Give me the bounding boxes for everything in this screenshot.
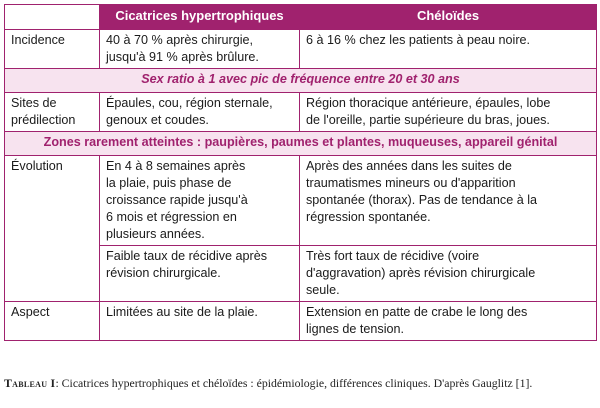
row-aspect	[5, 302, 597, 341]
row-label-sites	[5, 93, 100, 132]
cell-evolution-keloid	[300, 156, 597, 246]
rare-zones-band: Zones rarement atteintes : paupières, paumes et plantes, muqueuses, appareil génital	[5, 132, 597, 156]
text-line: jusqu'à 91 % après brûlure.	[106, 50, 259, 64]
text-line: la plaie, puis phase de	[106, 176, 232, 190]
text-line: seule.	[306, 283, 340, 297]
text-line: 6 mois et régression en	[106, 210, 237, 224]
sex-ratio-band	[5, 69, 597, 93]
sex-ratio-term: Sex ratio	[141, 72, 195, 86]
row-sites	[5, 93, 597, 132]
row-label-evolution: Évolution	[5, 156, 100, 302]
cell-recurrence-hypertrophic	[100, 246, 300, 302]
cell-aspect-keloid	[300, 302, 597, 341]
table-caption	[4, 376, 596, 390]
text-line: 40 à 70 % après chirurgie,	[106, 33, 254, 47]
text-line: régression spontanée.	[306, 210, 431, 224]
text-line: Très fort taux de récidive (voire	[306, 249, 480, 263]
cell-incidence-keloid: 6 à 16 % chez les patients à peau noire.	[300, 30, 597, 69]
row-incidence	[5, 30, 597, 69]
row-rare-zones	[5, 132, 597, 156]
text-line: prédilection	[11, 113, 76, 127]
sex-ratio-text: à 1 avec pic de fréquence entre 20 et 30 ans	[194, 72, 460, 86]
cell-recurrence-keloid	[300, 246, 597, 302]
cell-aspect-hypertrophic: Limitées au site de la plaie.	[100, 302, 300, 341]
text-line: Extension en patte de crabe le long des	[306, 305, 528, 319]
text-line: révision chirurgicale.	[106, 266, 221, 280]
caption-text: : Cicatrices hypertrophiques et chéloïdes : épidémiologie, différences cliniques. D'après Gauglitz [1].	[55, 376, 533, 390]
caption-label: Tableau I	[4, 376, 56, 390]
cell-incidence-hypertrophic	[100, 30, 300, 69]
text-line: En 4 à 8 semaines après	[106, 159, 246, 173]
row-label-aspect: Aspect	[5, 302, 100, 341]
table-header-row	[5, 5, 597, 30]
header-corner-cell	[5, 5, 100, 30]
row-label-incidence: Incidence	[5, 30, 100, 69]
cell-sites-keloid	[300, 93, 597, 132]
text-line: croissance rapide jusqu'à	[106, 193, 248, 207]
text-line: Faible taux de récidive après	[106, 249, 268, 263]
text-line: Après des années dans les suites de	[306, 159, 512, 173]
text-line: Région thoracique antérieure, épaules, lobe	[306, 96, 551, 110]
header-keloid: Chéloïdes	[300, 5, 597, 30]
text-line: genoux et coudes.	[106, 113, 209, 127]
text-line: Épaules, cou, région sternale,	[106, 96, 273, 110]
text-line: de l'oreille, partie supérieure du bras, joues.	[306, 113, 550, 127]
text-line: spontanée (thorax). Pas de tendance à la	[306, 193, 538, 207]
header-hypertrophic: Cicatrices hypertrophiques	[100, 5, 300, 30]
text-line: traumatismes mineurs ou d'apparition	[306, 176, 516, 190]
row-evolution	[5, 156, 597, 246]
text-line: Sites de	[11, 96, 57, 110]
text-line: d'aggravation) après révision chirurgicale	[306, 266, 536, 280]
text-line: plusieurs années.	[106, 227, 205, 241]
cell-sites-hypertrophic	[100, 93, 300, 132]
row-sex-ratio	[5, 69, 597, 93]
cell-evolution-hypertrophic	[100, 156, 300, 246]
comparison-table	[4, 4, 597, 341]
text-line: lignes de tension.	[306, 322, 405, 336]
